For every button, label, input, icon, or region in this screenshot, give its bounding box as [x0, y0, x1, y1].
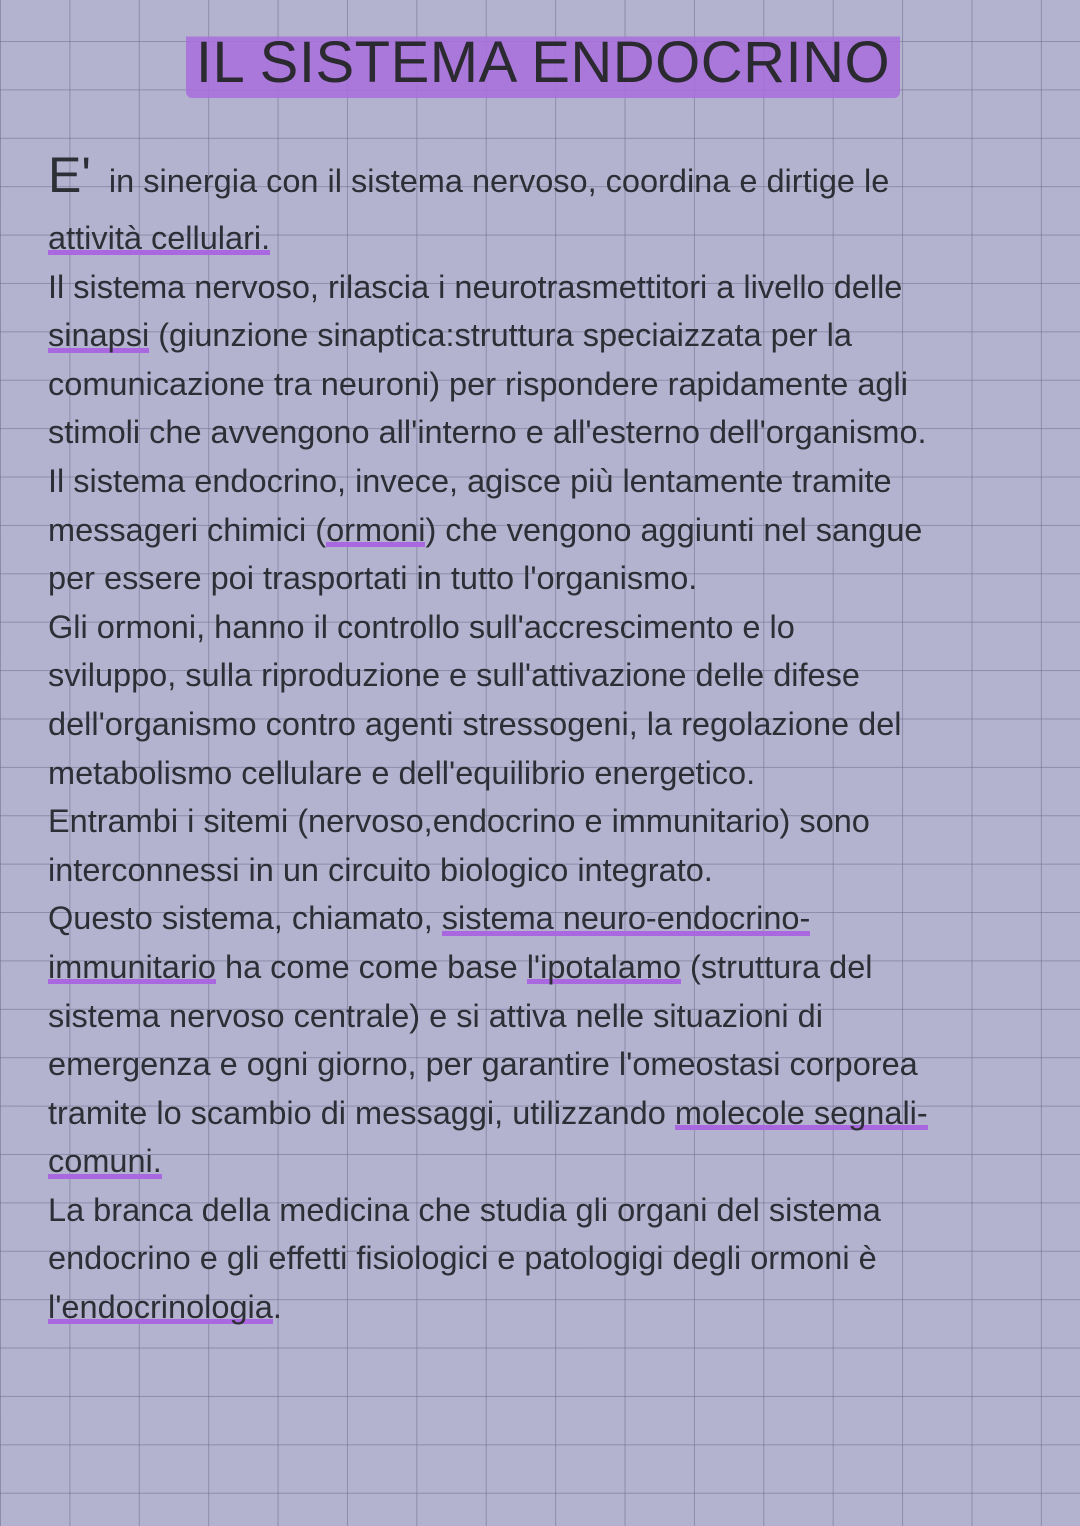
highlight-ipotalamo: l'ipotalamo — [526, 948, 682, 985]
p6-line-3 — [48, 1283, 1048, 1332]
p5-line-5 — [48, 1089, 1048, 1138]
p6-line-1: La branca della medicina che studia gli organi del sistema — [48, 1191, 881, 1228]
p5-line-1 — [48, 894, 1048, 943]
p5-line-1-a: Questo sistema, chiamato, — [48, 900, 442, 937]
highlight-ormoni: ormoni — [326, 511, 426, 548]
highlight-molecole-segnali: molecole segnali- — [674, 1094, 928, 1131]
p2-line-2-a: messageri chimici ( — [48, 511, 327, 548]
p2-line-2-b: ) che vengono aggiunti nel sangue — [425, 511, 923, 548]
dropcap: E' — [48, 147, 91, 203]
p1-line-2-rest: (giunzione sinaptica:struttura speciaizzata per la — [149, 317, 852, 354]
p5-line-2 — [48, 943, 1048, 992]
p2-line-1: Il sistema endocrino, invece, agisce più lentamente tramite — [48, 462, 892, 499]
highlight-endocrinologia: l'endocrinologia — [48, 1289, 273, 1326]
p1-line-3: comunicazione tra neuroni) per rispondere rapidamente agli — [48, 365, 908, 402]
page-title: IL SISTEMA ENDOCRINO — [186, 28, 900, 98]
p5-line-2-b: (struttura del — [681, 948, 873, 985]
intro-line-1 — [48, 142, 1048, 214]
p1-line-1: Il sistema nervoso, rilascia i neurotrasmettitori a livello delle — [48, 268, 903, 305]
p5-line-5-a: tramite lo scambio di messaggi, utilizzando — [48, 1094, 675, 1131]
highlight-attivita-cellulari: attività cellulari. — [48, 220, 271, 256]
p3-line-4: metabolismo cellulare e dell'equilibrio energetico. — [48, 754, 756, 791]
p5-line-2-mid: ha come come base — [215, 948, 527, 985]
p1-line-2 — [48, 311, 1048, 360]
highlight-comuni: comuni. — [48, 1143, 162, 1180]
p4-line-1: Entrambi i sitemi (nervoso,endocrino e immunitario) sono — [48, 803, 870, 840]
p5-line-4: emergenza e ogni giorno, per garantire l'omeostasi corporea — [48, 1046, 918, 1083]
title-container — [0, 28, 1080, 98]
p2-line-2 — [48, 506, 1048, 555]
p1-line-4: stimoli che avvengono all'interno e all'esterno dell'organismo. — [48, 414, 927, 451]
intro-line-2 — [48, 214, 1048, 263]
highlight-sistema-neuro-endocrino: sistema neuro-endocrino- — [441, 900, 811, 937]
p5-line-3: sistema nervoso centrale) e si attiva nelle situazioni di — [48, 997, 823, 1034]
p3-line-3: dell'organismo contro agenti stressogeni, la regolazione del — [48, 705, 902, 742]
p5-line-6 — [48, 1137, 1048, 1186]
p3-line-1: Gli ormoni, hanno il controllo sull'accrescimento e lo — [48, 608, 795, 645]
highlight-sinapsi: sinapsi — [48, 317, 150, 354]
p4-line-2: interconnessi in un circuito biologico integrato. — [48, 851, 713, 888]
intro-text: in sinergia con il sistema nervoso, coordina e dirtige le — [108, 163, 890, 199]
p6-line-3-end: . — [272, 1289, 282, 1326]
p6-line-2: endocrino e gli effetti fisiologici e patologigi degli ormoni è — [48, 1240, 877, 1277]
highlight-immunitario: immunitario — [48, 948, 216, 985]
p3-line-2: sviluppo, sulla riproduzione e sull'attivazione delle difese — [48, 657, 860, 694]
body-text — [48, 142, 1048, 1332]
p2-line-3: per essere poi trasportati in tutto l'organismo. — [48, 560, 698, 597]
